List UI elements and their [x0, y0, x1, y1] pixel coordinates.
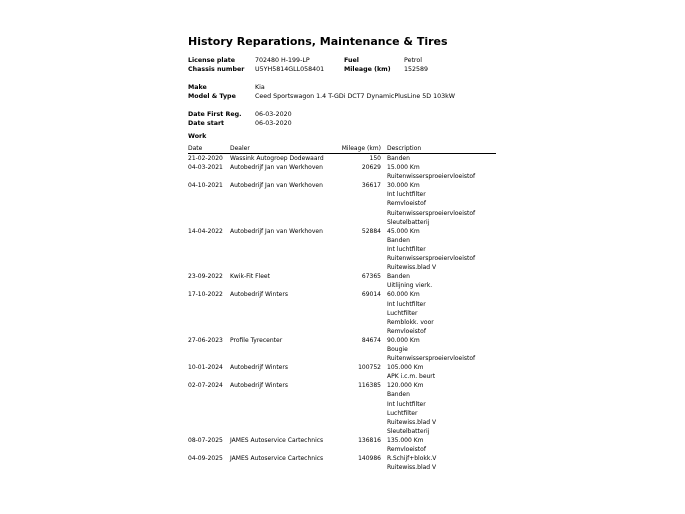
description-line: Remvloeistof: [387, 200, 426, 208]
description-line: Bougie: [387, 345, 408, 353]
first-reg-label: Date First Reg.: [188, 111, 242, 118]
date-start-label: Date start: [188, 120, 225, 127]
license-plate-value: 702480 H-199-LP: [255, 57, 310, 64]
row-dealer: JAMES Autoservice Cartechnics: [230, 436, 324, 444]
description-line: Banden: [387, 273, 410, 281]
description-line: Ruitewiss.blad V: [387, 264, 437, 272]
row-date: 21-02-2020: [188, 155, 223, 162]
work-heading: Work: [188, 133, 207, 140]
row-dealer: Autobedrijf Jan van Werkhoven: [230, 182, 323, 190]
fuel-label: Fuel: [344, 57, 359, 64]
table-row: [188, 272, 496, 290]
table-row: [188, 290, 496, 335]
chassis-label: Chassis number: [188, 66, 245, 73]
description-line: 60.000 Km: [387, 291, 420, 299]
chassis-value: U5YH5814GLL058401: [255, 66, 325, 73]
description-line: Luchtfilter: [387, 309, 418, 317]
row-date: 17-10-2022: [188, 291, 223, 299]
row-dealer: Profile Tyrecenter: [230, 336, 283, 344]
description-line: Sleutelbatterij: [387, 427, 430, 435]
table-row: [188, 163, 496, 181]
table-row: [188, 154, 496, 163]
row-description: [381, 363, 496, 381]
dealer-column-header: Dealer: [230, 145, 250, 152]
row-description: [381, 436, 496, 454]
row-dealer: JAMES Autoservice Cartechnics: [230, 455, 324, 463]
row-dealer: Kwik-Fit Fleet: [230, 273, 270, 281]
row-mileage: 150: [369, 155, 381, 162]
table-row: [188, 181, 496, 226]
row-description: [381, 227, 496, 272]
row-description: [381, 163, 496, 181]
description-line: Banden: [387, 155, 410, 162]
mileage-value: 152589: [404, 66, 429, 73]
description-line: Int luchtfilter: [387, 245, 426, 253]
model-value: Ceed Sportswagon 1.4 T-GDi DCT7 DynamicPlusLine 5D 103kW: [255, 93, 456, 100]
row-description: [381, 154, 496, 163]
description-line: R.Schijf+blokk.V: [387, 455, 437, 463]
row-mileage: 20629: [361, 164, 381, 172]
row-dealer: Wassink Autogroep Dodewaard: [230, 155, 324, 162]
date-column-header: Date: [188, 145, 203, 152]
description-line: Ruitenwissersproeiervloeistof: [387, 255, 476, 263]
row-mileage: 116385: [358, 382, 381, 390]
table-row: [188, 381, 496, 436]
first-reg-value: 06-03-2020: [255, 111, 292, 118]
row-mileage: 84674: [361, 336, 381, 344]
row-date: 14-04-2022: [188, 227, 223, 235]
work-table-header: [188, 144, 496, 154]
row-date: 02-07-2024: [188, 382, 223, 390]
date-start-value: 06-03-2020: [255, 120, 292, 127]
fuel-value: Petrol: [404, 57, 422, 64]
row-date: 04-03-2021: [188, 164, 223, 172]
description-line: 90.000 Km: [387, 336, 420, 344]
row-date: 27-06-2023: [188, 336, 223, 344]
description-line: Ruitenwissersproeiervloeistof: [387, 355, 476, 363]
mileage-column-header: Mileage (km): [341, 145, 381, 152]
description-line: Ruitewiss.blad V: [387, 464, 437, 472]
description-line: Remvloeistof: [387, 446, 426, 453]
description-line: 135.000 Km: [387, 436, 424, 444]
work-table: [188, 144, 496, 472]
description-line: Int luchtfilter: [387, 400, 426, 408]
row-mileage: 100752: [358, 364, 381, 372]
table-row: [188, 336, 496, 363]
row-description: [381, 272, 496, 290]
mileage-label: Mileage (km): [344, 66, 391, 73]
row-description: [381, 454, 496, 472]
description-line: 30.000 Km: [387, 182, 420, 190]
table-row: [188, 227, 496, 272]
row-mileage: 52884: [361, 227, 381, 235]
row-description: [381, 290, 496, 335]
description-line: Luchtfilter: [387, 409, 418, 417]
row-description: [381, 336, 496, 363]
row-dealer: Autobedrijf Jan van Werkhoven: [230, 164, 323, 172]
description-line: Remvloeistof: [387, 327, 426, 335]
row-dealer: Autobedrijf Winters: [230, 364, 288, 372]
description-line: Remblokk. voor: [387, 318, 434, 326]
description-line: Ruitenwissersproeiervloeistof: [387, 209, 476, 217]
description-line: Banden: [387, 391, 410, 399]
row-date: 10-01-2024: [188, 364, 223, 372]
row-mileage: 36617: [361, 182, 381, 190]
work-table-body: [188, 154, 496, 472]
description-line: Banden: [387, 236, 410, 244]
row-date: 04-09-2025: [188, 455, 223, 463]
row-date: 23-09-2022: [188, 273, 223, 281]
make-value: Kia: [255, 84, 265, 91]
description-line: Ruitewiss.blad V: [387, 418, 437, 426]
table-row: [188, 436, 496, 454]
description-line: 45.000 Km: [387, 227, 420, 235]
row-mileage: 69014: [361, 291, 381, 299]
description-line: Uitlijning vierk.: [387, 282, 433, 290]
table-row: [188, 454, 496, 472]
row-mileage: 67365: [361, 273, 381, 281]
description-line: Int luchtfilter: [387, 300, 426, 308]
description-line: Sleutelbatterij: [387, 218, 430, 226]
row-dealer: Autobedrijf Winters: [230, 291, 288, 299]
description-line: Int luchtfilter: [387, 191, 426, 199]
description-line: 105.000 Km: [387, 364, 424, 372]
row-date: 08-07-2025: [188, 436, 223, 444]
description-line: 120.000 Km: [387, 382, 424, 390]
row-dealer: Autobedrijf Winters: [230, 382, 288, 390]
table-row: [188, 363, 496, 381]
description-line: APK i.c.m. beurt: [387, 373, 436, 381]
description-column-header: Description: [387, 145, 422, 152]
model-label: Model & Type: [188, 93, 236, 100]
row-description: [381, 381, 496, 436]
page-title: History Reparations, Maintenance & Tires: [188, 35, 448, 48]
row-dealer: Autobedrijf Jan van Werkhoven: [230, 227, 323, 235]
row-date: 04-10-2021: [188, 182, 223, 190]
make-label: Make: [188, 84, 207, 91]
row-mileage: 140986: [358, 455, 381, 463]
row-mileage: 136816: [358, 436, 381, 444]
description-line: 15.000 Km: [387, 164, 420, 172]
row-description: [381, 181, 496, 226]
description-line: Ruitenwissersproeiervloeistof: [387, 173, 476, 181]
license-plate-label: License plate: [188, 57, 236, 64]
